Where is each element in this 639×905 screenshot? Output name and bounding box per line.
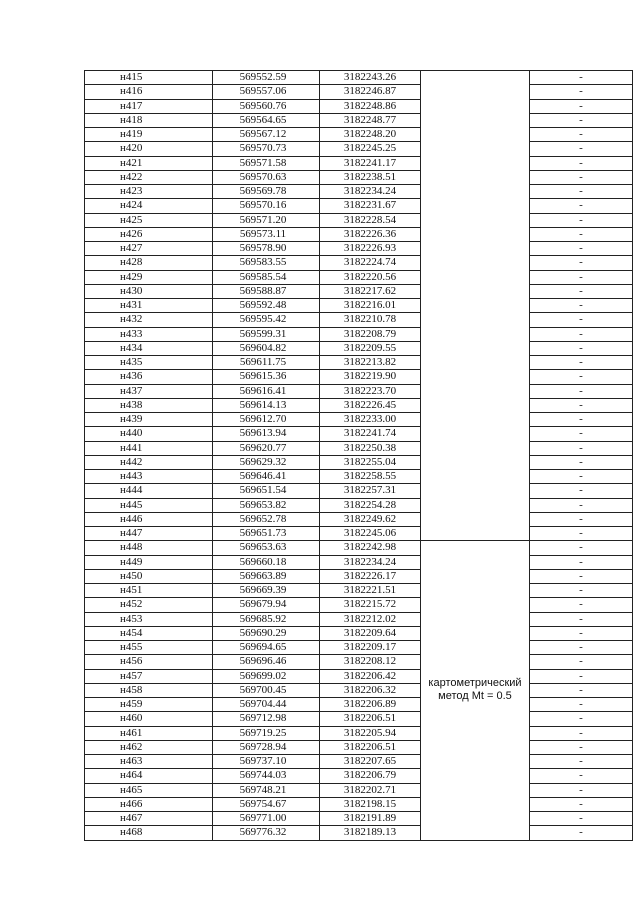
point-id-cell: н457 xyxy=(85,669,213,683)
note-cell: - xyxy=(530,498,633,512)
point-id-cell: н439 xyxy=(85,413,213,427)
point-id-cell: н453 xyxy=(85,612,213,626)
y-coordinate-cell: 3182246.87 xyxy=(320,85,421,99)
note-cell: - xyxy=(530,698,633,712)
point-id-cell: н468 xyxy=(85,826,213,840)
note-cell: - xyxy=(530,185,633,199)
y-coordinate-cell: 3182248.20 xyxy=(320,128,421,142)
note-cell: - xyxy=(530,413,633,427)
table-row xyxy=(85,698,633,712)
x-coordinate-cell: 569653.63 xyxy=(213,541,320,555)
y-coordinate-cell: 3182189.13 xyxy=(320,826,421,840)
point-id-cell: н431 xyxy=(85,299,213,313)
note-cell: - xyxy=(530,655,633,669)
point-id-cell: н432 xyxy=(85,313,213,327)
y-coordinate-cell: 3182205.94 xyxy=(320,726,421,740)
note-cell: - xyxy=(530,71,633,85)
table-row xyxy=(85,299,633,313)
note-cell: - xyxy=(530,512,633,526)
table-row xyxy=(85,199,633,213)
table-row xyxy=(85,512,633,526)
point-id-cell: н459 xyxy=(85,698,213,712)
note-cell: - xyxy=(530,384,633,398)
point-id-cell: н447 xyxy=(85,527,213,541)
y-coordinate-cell: 3182238.51 xyxy=(320,170,421,184)
table-row xyxy=(85,398,633,412)
point-id-cell: н420 xyxy=(85,142,213,156)
table-row xyxy=(85,327,633,341)
point-id-cell: н429 xyxy=(85,270,213,284)
note-cell: - xyxy=(530,327,633,341)
table-row xyxy=(85,156,633,170)
table-row xyxy=(85,99,633,113)
table-row xyxy=(85,242,633,256)
y-coordinate-cell: 3182216.01 xyxy=(320,299,421,313)
table-row xyxy=(85,769,633,783)
x-coordinate-cell: 569614.13 xyxy=(213,398,320,412)
y-coordinate-cell: 3182242.98 xyxy=(320,541,421,555)
note-cell: - xyxy=(530,726,633,740)
y-coordinate-cell: 3182213.82 xyxy=(320,356,421,370)
table-row xyxy=(85,584,633,598)
note-cell: - xyxy=(530,341,633,355)
table-row xyxy=(85,683,633,697)
table-row xyxy=(85,569,633,583)
table-row xyxy=(85,484,633,498)
x-coordinate-cell: 569573.11 xyxy=(213,227,320,241)
y-coordinate-cell: 3182210.78 xyxy=(320,313,421,327)
y-coordinate-cell: 3182209.55 xyxy=(320,341,421,355)
note-cell: - xyxy=(530,156,633,170)
x-coordinate-cell: 569737.10 xyxy=(213,755,320,769)
table-row xyxy=(85,313,633,327)
point-id-cell: н424 xyxy=(85,199,213,213)
y-coordinate-cell: 3182258.55 xyxy=(320,470,421,484)
y-coordinate-cell: 3182245.25 xyxy=(320,142,421,156)
note-cell: - xyxy=(530,284,633,298)
note-cell: - xyxy=(530,398,633,412)
table-row xyxy=(85,555,633,569)
point-id-cell: н446 xyxy=(85,512,213,526)
table-row xyxy=(85,740,633,754)
note-cell: - xyxy=(530,484,633,498)
note-cell: - xyxy=(530,128,633,142)
x-coordinate-cell: 569748.21 xyxy=(213,783,320,797)
x-coordinate-cell: 569663.89 xyxy=(213,569,320,583)
note-cell: - xyxy=(530,541,633,555)
table-row xyxy=(85,142,633,156)
table-row xyxy=(85,612,633,626)
y-coordinate-cell: 3182226.93 xyxy=(320,242,421,256)
x-coordinate-cell: 569615.36 xyxy=(213,370,320,384)
note-cell: - xyxy=(530,555,633,569)
x-coordinate-cell: 569560.76 xyxy=(213,99,320,113)
x-coordinate-cell: 569660.18 xyxy=(213,555,320,569)
x-coordinate-cell: 569570.73 xyxy=(213,142,320,156)
note-cell: - xyxy=(530,683,633,697)
note-cell: - xyxy=(530,99,633,113)
note-cell: - xyxy=(530,113,633,127)
table-row xyxy=(85,85,633,99)
note-cell: - xyxy=(530,612,633,626)
x-coordinate-cell: 569564.65 xyxy=(213,113,320,127)
point-id-cell: н416 xyxy=(85,85,213,99)
y-coordinate-cell: 3182243.26 xyxy=(320,71,421,85)
table-row xyxy=(85,755,633,769)
point-id-cell: н428 xyxy=(85,256,213,270)
y-coordinate-cell: 3182202.71 xyxy=(320,783,421,797)
x-coordinate-cell: 569569.78 xyxy=(213,185,320,199)
x-coordinate-cell: 569754.67 xyxy=(213,797,320,811)
x-coordinate-cell: 569728.94 xyxy=(213,740,320,754)
point-id-cell: н456 xyxy=(85,655,213,669)
table-row xyxy=(85,669,633,683)
y-coordinate-cell: 3182206.51 xyxy=(320,712,421,726)
x-coordinate-cell: 569690.29 xyxy=(213,626,320,640)
point-id-cell: н419 xyxy=(85,128,213,142)
note-cell: - xyxy=(530,299,633,313)
note-cell: - xyxy=(530,740,633,754)
y-coordinate-cell: 3182217.62 xyxy=(320,284,421,298)
x-coordinate-cell: 569652.78 xyxy=(213,512,320,526)
method-cell-upper xyxy=(421,71,530,541)
x-coordinate-cell: 569696.46 xyxy=(213,655,320,669)
point-id-cell: н440 xyxy=(85,427,213,441)
table-row xyxy=(85,797,633,811)
point-id-cell: н461 xyxy=(85,726,213,740)
point-id-cell: н425 xyxy=(85,213,213,227)
note-cell: - xyxy=(530,427,633,441)
point-id-cell: н466 xyxy=(85,797,213,811)
point-id-cell: н450 xyxy=(85,569,213,583)
note-cell: - xyxy=(530,227,633,241)
y-coordinate-cell: 3182241.17 xyxy=(320,156,421,170)
point-id-cell: н423 xyxy=(85,185,213,199)
note-cell: - xyxy=(530,641,633,655)
note-cell: - xyxy=(530,199,633,213)
y-coordinate-cell: 3182257.31 xyxy=(320,484,421,498)
note-cell: - xyxy=(530,142,633,156)
point-id-cell: н462 xyxy=(85,740,213,754)
table-row xyxy=(85,256,633,270)
table-row xyxy=(85,626,633,640)
y-coordinate-cell: 3182212.02 xyxy=(320,612,421,626)
x-coordinate-cell: 569653.82 xyxy=(213,498,320,512)
note-cell: - xyxy=(530,370,633,384)
point-id-cell: н436 xyxy=(85,370,213,384)
x-coordinate-cell: 569613.94 xyxy=(213,427,320,441)
point-id-cell: н454 xyxy=(85,626,213,640)
table-row xyxy=(85,812,633,826)
coordinates-table-body xyxy=(85,71,633,841)
y-coordinate-cell: 3182207.65 xyxy=(320,755,421,769)
coordinates-table xyxy=(84,70,633,841)
y-coordinate-cell: 3182248.86 xyxy=(320,99,421,113)
y-coordinate-cell: 3182221.51 xyxy=(320,584,421,598)
point-id-cell: н422 xyxy=(85,170,213,184)
x-coordinate-cell: 569604.82 xyxy=(213,341,320,355)
note-cell: - xyxy=(530,270,633,284)
x-coordinate-cell: 569646.41 xyxy=(213,470,320,484)
y-coordinate-cell: 3182191.89 xyxy=(320,812,421,826)
x-coordinate-cell: 569620.77 xyxy=(213,441,320,455)
note-cell: - xyxy=(530,755,633,769)
y-coordinate-cell: 3182226.36 xyxy=(320,227,421,241)
x-coordinate-cell: 569694.65 xyxy=(213,641,320,655)
table-row xyxy=(85,641,633,655)
note-cell: - xyxy=(530,598,633,612)
y-coordinate-cell: 3182224.74 xyxy=(320,256,421,270)
x-coordinate-cell: 569744.03 xyxy=(213,769,320,783)
table-row xyxy=(85,370,633,384)
x-coordinate-cell: 569583.55 xyxy=(213,256,320,270)
y-coordinate-cell: 3182209.17 xyxy=(320,641,421,655)
table-row xyxy=(85,455,633,469)
table-row xyxy=(85,598,633,612)
point-id-cell: н415 xyxy=(85,71,213,85)
y-coordinate-cell: 3182206.51 xyxy=(320,740,421,754)
x-coordinate-cell: 569599.31 xyxy=(213,327,320,341)
x-coordinate-cell: 569578.90 xyxy=(213,242,320,256)
x-coordinate-cell: 569704.44 xyxy=(213,698,320,712)
point-id-cell: н449 xyxy=(85,555,213,569)
y-coordinate-cell: 3182219.90 xyxy=(320,370,421,384)
point-id-cell: н465 xyxy=(85,783,213,797)
y-coordinate-cell: 3182245.06 xyxy=(320,527,421,541)
point-id-cell: н445 xyxy=(85,498,213,512)
note-cell: - xyxy=(530,669,633,683)
x-coordinate-cell: 569771.00 xyxy=(213,812,320,826)
y-coordinate-cell: 3182206.32 xyxy=(320,683,421,697)
y-coordinate-cell: 3182208.12 xyxy=(320,655,421,669)
y-coordinate-cell: 3182198.15 xyxy=(320,797,421,811)
table-row xyxy=(85,170,633,184)
note-cell: - xyxy=(530,242,633,256)
table-row xyxy=(85,341,633,355)
x-coordinate-cell: 569588.87 xyxy=(213,284,320,298)
x-coordinate-cell: 569612.70 xyxy=(213,413,320,427)
x-coordinate-cell: 569585.54 xyxy=(213,270,320,284)
table-row xyxy=(85,384,633,398)
point-id-cell: н443 xyxy=(85,470,213,484)
x-coordinate-cell: 569685.92 xyxy=(213,612,320,626)
x-coordinate-cell: 569595.42 xyxy=(213,313,320,327)
x-coordinate-cell: 569571.20 xyxy=(213,213,320,227)
x-coordinate-cell: 569552.59 xyxy=(213,71,320,85)
table-row xyxy=(85,441,633,455)
note-cell: - xyxy=(530,527,633,541)
table-row xyxy=(85,71,633,85)
point-id-cell: н435 xyxy=(85,356,213,370)
x-coordinate-cell: 569700.45 xyxy=(213,683,320,697)
y-coordinate-cell: 3182208.79 xyxy=(320,327,421,341)
method-text-line-2: метод Mt = 0.5 xyxy=(438,690,512,703)
x-coordinate-cell: 569712.98 xyxy=(213,712,320,726)
note-cell: - xyxy=(530,712,633,726)
x-coordinate-cell: 569611.75 xyxy=(213,356,320,370)
y-coordinate-cell: 3182209.64 xyxy=(320,626,421,640)
note-cell: - xyxy=(530,826,633,840)
point-id-cell: н467 xyxy=(85,812,213,826)
point-id-cell: н442 xyxy=(85,455,213,469)
y-coordinate-cell: 3182226.45 xyxy=(320,398,421,412)
y-coordinate-cell: 3182206.79 xyxy=(320,769,421,783)
note-cell: - xyxy=(530,470,633,484)
y-coordinate-cell: 3182223.70 xyxy=(320,384,421,398)
x-coordinate-cell: 569669.39 xyxy=(213,584,320,598)
y-coordinate-cell: 3182234.24 xyxy=(320,185,421,199)
y-coordinate-cell: 3182206.89 xyxy=(320,698,421,712)
point-id-cell: н452 xyxy=(85,598,213,612)
method-text xyxy=(421,677,529,703)
point-id-cell: н426 xyxy=(85,227,213,241)
point-id-cell: н430 xyxy=(85,284,213,298)
x-coordinate-cell: 569699.02 xyxy=(213,669,320,683)
table-row xyxy=(85,270,633,284)
method-text-line-1: картометрический xyxy=(428,677,522,690)
y-coordinate-cell: 3182248.77 xyxy=(320,113,421,127)
table-row xyxy=(85,712,633,726)
y-coordinate-cell: 3182231.67 xyxy=(320,199,421,213)
table-row xyxy=(85,498,633,512)
note-cell: - xyxy=(530,170,633,184)
y-coordinate-cell: 3182228.54 xyxy=(320,213,421,227)
table-row xyxy=(85,227,633,241)
y-coordinate-cell: 3182233.00 xyxy=(320,413,421,427)
point-id-cell: н458 xyxy=(85,683,213,697)
note-cell: - xyxy=(530,213,633,227)
note-cell: - xyxy=(530,812,633,826)
point-id-cell: н438 xyxy=(85,398,213,412)
y-coordinate-cell: 3182254.28 xyxy=(320,498,421,512)
y-coordinate-cell: 3182220.56 xyxy=(320,270,421,284)
table-row xyxy=(85,527,633,541)
table-row xyxy=(85,284,633,298)
note-cell: - xyxy=(530,584,633,598)
document-sheet xyxy=(84,70,586,841)
y-coordinate-cell: 3182250.38 xyxy=(320,441,421,455)
x-coordinate-cell: 569570.63 xyxy=(213,170,320,184)
point-id-cell: н464 xyxy=(85,769,213,783)
point-id-cell: н418 xyxy=(85,113,213,127)
x-coordinate-cell: 569776.32 xyxy=(213,826,320,840)
table-row xyxy=(85,128,633,142)
table-row xyxy=(85,356,633,370)
point-id-cell: н451 xyxy=(85,584,213,598)
x-coordinate-cell: 569629.32 xyxy=(213,455,320,469)
y-coordinate-cell: 3182234.24 xyxy=(320,555,421,569)
note-cell: - xyxy=(530,356,633,370)
note-cell: - xyxy=(530,769,633,783)
y-coordinate-cell: 3182226.17 xyxy=(320,569,421,583)
point-id-cell: н421 xyxy=(85,156,213,170)
table-row xyxy=(85,541,633,555)
note-cell: - xyxy=(530,626,633,640)
x-coordinate-cell: 569651.73 xyxy=(213,527,320,541)
point-id-cell: н437 xyxy=(85,384,213,398)
table-row xyxy=(85,726,633,740)
table-row xyxy=(85,113,633,127)
method-cell-lower xyxy=(421,541,530,840)
y-coordinate-cell: 3182215.72 xyxy=(320,598,421,612)
point-id-cell: н455 xyxy=(85,641,213,655)
point-id-cell: н463 xyxy=(85,755,213,769)
point-id-cell: н434 xyxy=(85,341,213,355)
point-id-cell: н444 xyxy=(85,484,213,498)
table-row xyxy=(85,826,633,840)
x-coordinate-cell: 569592.48 xyxy=(213,299,320,313)
x-coordinate-cell: 569651.54 xyxy=(213,484,320,498)
table-row xyxy=(85,470,633,484)
x-coordinate-cell: 569570.16 xyxy=(213,199,320,213)
point-id-cell: н427 xyxy=(85,242,213,256)
table-row xyxy=(85,213,633,227)
table-row xyxy=(85,783,633,797)
x-coordinate-cell: 569616.41 xyxy=(213,384,320,398)
x-coordinate-cell: 569557.06 xyxy=(213,85,320,99)
point-id-cell: н417 xyxy=(85,99,213,113)
x-coordinate-cell: 569679.94 xyxy=(213,598,320,612)
note-cell: - xyxy=(530,441,633,455)
x-coordinate-cell: 569567.12 xyxy=(213,128,320,142)
point-id-cell: н441 xyxy=(85,441,213,455)
table-row xyxy=(85,413,633,427)
y-coordinate-cell: 3182206.42 xyxy=(320,669,421,683)
note-cell: - xyxy=(530,455,633,469)
note-cell: - xyxy=(530,797,633,811)
table-row xyxy=(85,427,633,441)
point-id-cell: н448 xyxy=(85,541,213,555)
y-coordinate-cell: 3182255.04 xyxy=(320,455,421,469)
note-cell: - xyxy=(530,85,633,99)
note-cell: - xyxy=(530,256,633,270)
y-coordinate-cell: 3182249.62 xyxy=(320,512,421,526)
x-coordinate-cell: 569571.58 xyxy=(213,156,320,170)
x-coordinate-cell: 569719.25 xyxy=(213,726,320,740)
note-cell: - xyxy=(530,569,633,583)
table-row xyxy=(85,185,633,199)
note-cell: - xyxy=(530,313,633,327)
point-id-cell: н460 xyxy=(85,712,213,726)
y-coordinate-cell: 3182241.74 xyxy=(320,427,421,441)
point-id-cell: н433 xyxy=(85,327,213,341)
table-row xyxy=(85,655,633,669)
note-cell: - xyxy=(530,783,633,797)
